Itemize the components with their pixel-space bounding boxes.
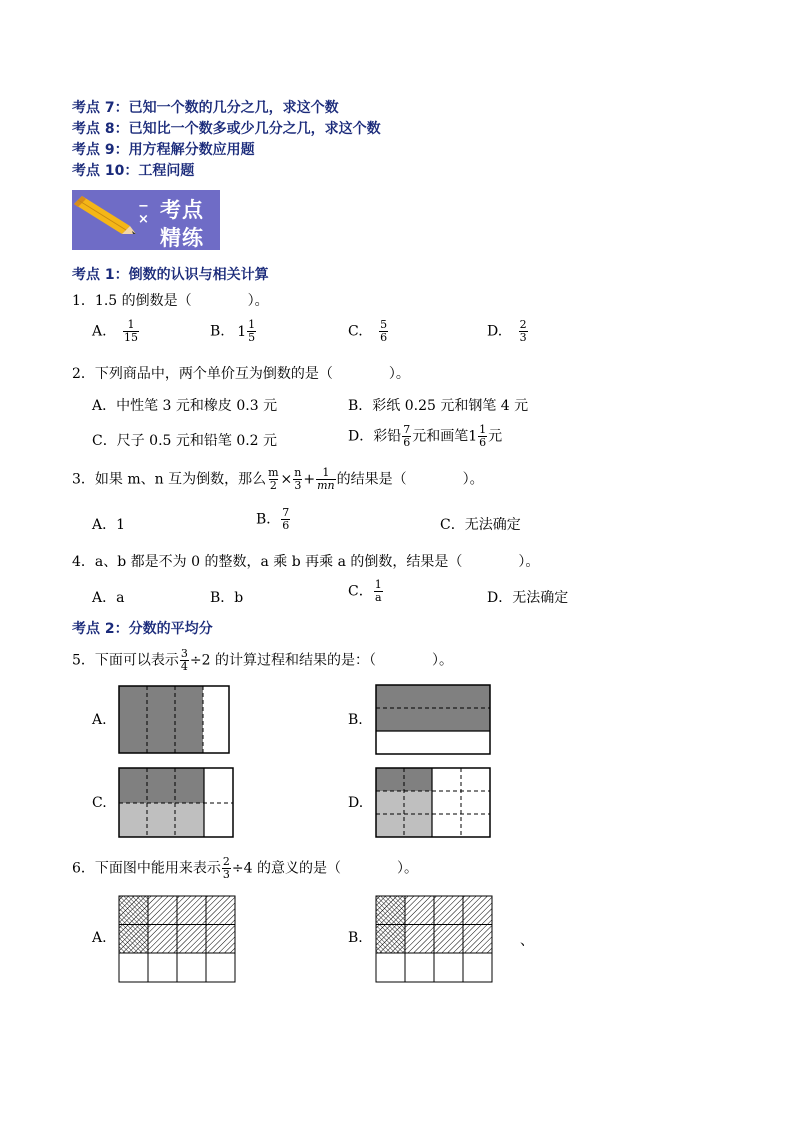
- q1-option-b: B. 1 $\frac{1}{5}$: [210, 318, 256, 344]
- q3-option-a: A．1: [92, 517, 126, 533]
- q5-label-c: C.: [92, 795, 107, 811]
- key-point-10: 考点 10：工程问题: [72, 163, 195, 179]
- operator-symbols: − ×: [138, 199, 149, 227]
- banner-title-line1: 考点: [160, 198, 204, 222]
- question-3-stem: 3．如果 m、n 互为倒数，那么 $\frac{m}{2}$ × $\frac{n}{3}$ + $\frac{1}{mn}$ 的结果是（ ）。: [72, 466, 484, 492]
- q4-option-c: C． $\frac{1}{a}$: [348, 578, 382, 604]
- section-heading-1: 考点 1：倒数的认识与相关计算: [72, 267, 269, 283]
- practice-banner: [72, 190, 220, 250]
- q2-option-b: B．彩纸 0.25 元和钢笔 4 元: [348, 398, 529, 414]
- question-4-stem: 4．a、b 都是不为 0 的整数，a 乘 b 再乘 a 的倒数，结果是（ ）。: [72, 554, 540, 570]
- q1-option-d: D. $\frac{2}{3}$: [487, 318, 527, 344]
- q4-option-b: B．b: [210, 590, 244, 606]
- q6-figure-a: [118, 895, 236, 983]
- pencil-icon: [72, 190, 142, 250]
- section-heading-2: 考点 2：分数的平均分: [72, 621, 213, 637]
- q5-figure-c: [118, 767, 234, 839]
- q5-label-b: B.: [348, 712, 363, 728]
- key-point-8: 考点 8：已知比一个数多或少几分之几，求这个数: [72, 121, 381, 137]
- q6-figure-b: [375, 895, 493, 983]
- q5-label-a: A.: [92, 712, 107, 728]
- q5-figure-b: [375, 684, 491, 756]
- question-1-stem: 1．1.5 的倒数是（ ）。: [72, 293, 269, 309]
- q2-option-c: C．尺子 0.5 元和铅笔 0.2 元: [92, 433, 278, 449]
- q1-option-c: C. $\frac{5}{6}$: [348, 318, 388, 344]
- q5-label-d: D.: [348, 795, 364, 811]
- q6-label-b: B.: [348, 930, 363, 946]
- q3-option-c: C．无法确定: [440, 517, 521, 533]
- question-2-stem: 2．下列商品中，两个单价互为倒数的是（ ）。: [72, 366, 410, 382]
- q3-option-b: B． $\frac{7}{6}$: [256, 506, 290, 532]
- key-point-7: 考点 7：已知一个数的几分之几，求这个数: [72, 100, 339, 116]
- question-5-stem: 5．下面可以表示 $\frac{3}{4}$ ÷2 的计算过程和结果的是：（ ）。: [72, 647, 454, 673]
- question-6-stem: 6．下面图中能用来表示 $\frac{2}{3}$ ÷4 的意义的是（ ）。: [72, 855, 419, 881]
- q4-option-d: D．无法确定: [487, 590, 569, 606]
- key-point-9: 考点 9：用方程解分数应用题: [72, 142, 255, 158]
- q2-option-d: D．彩铅 $\frac{7}{6}$ 元和画笔1 $\frac{1}{6}$ 元: [348, 423, 503, 449]
- banner-title-line2: 精练: [160, 226, 204, 250]
- q2-option-a: A．中性笔 3 元和橡皮 0.3 元: [92, 398, 278, 414]
- q6-trailing-mark: 、: [520, 933, 534, 949]
- q5-figure-d: [375, 767, 491, 839]
- q6-label-a: A.: [92, 930, 107, 946]
- q4-option-a: A．a: [92, 590, 125, 606]
- q5-figure-a: [118, 685, 230, 755]
- q1-option-a: A. $\frac{1}{15}$: [92, 318, 139, 344]
